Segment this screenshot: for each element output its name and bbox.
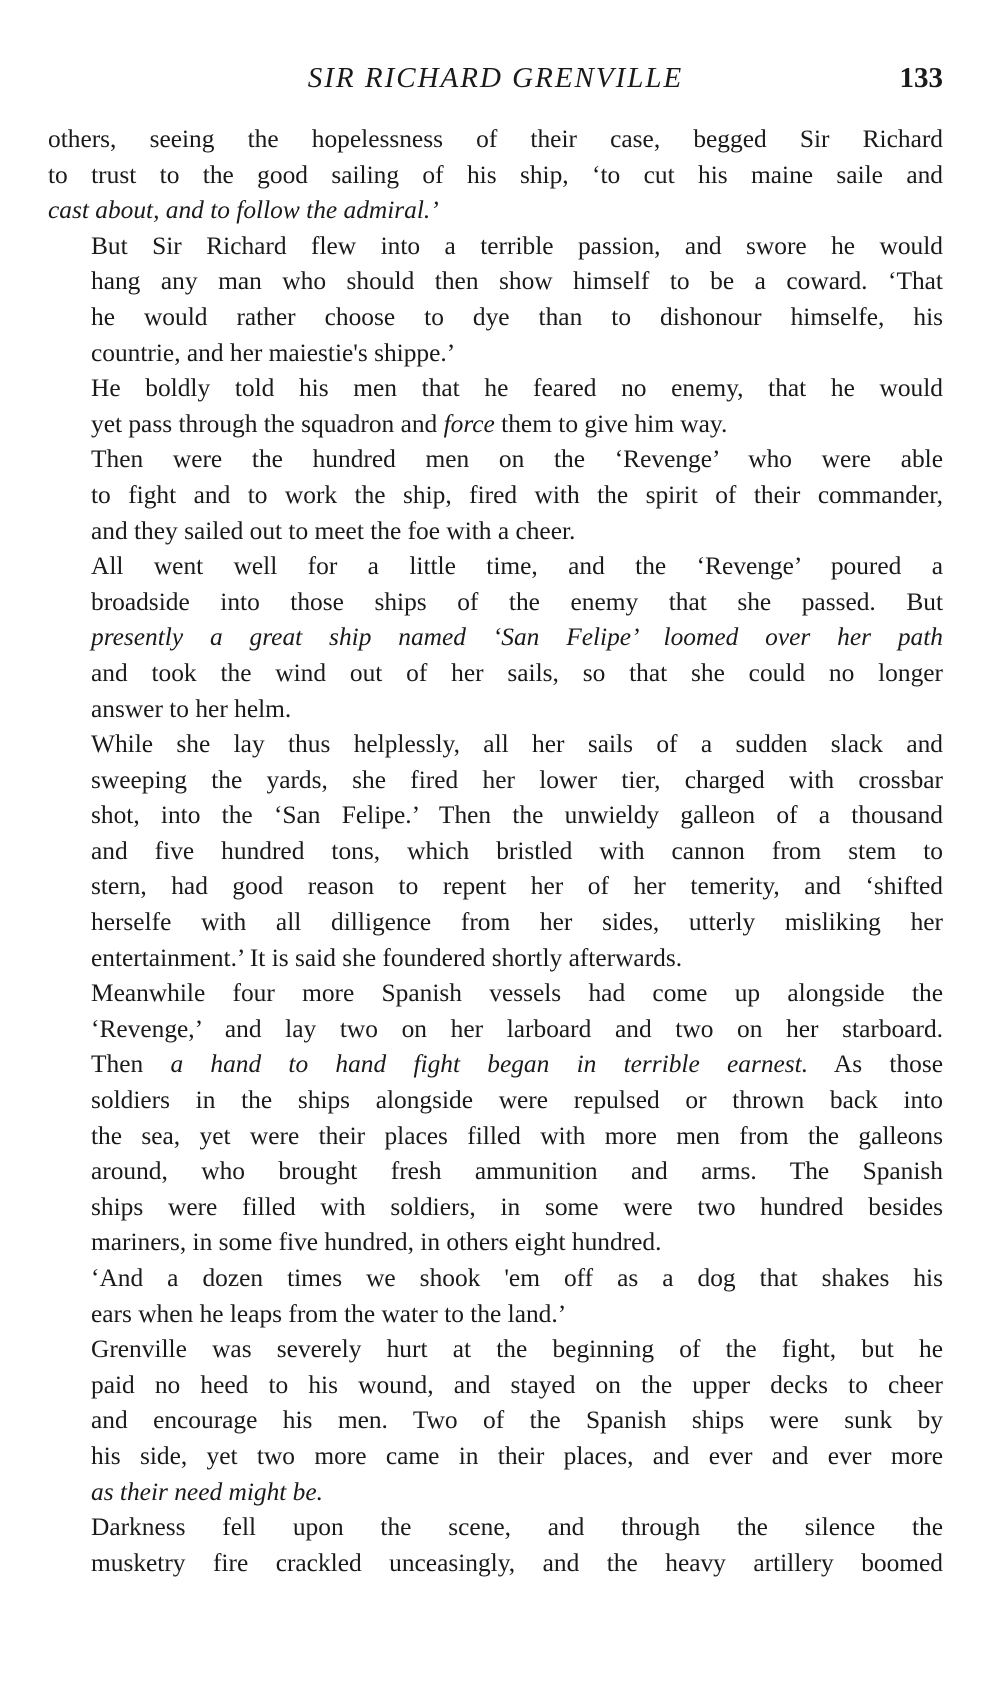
text-run: hang any man who should then show himself to be a coward. ‘That: [91, 267, 943, 296]
text-run: to trust to the good sailing of his ship,: [48, 160, 593, 189]
text-line: [48, 1439, 943, 1475]
text-run: mariners, in some five hundred, in others eight hundred.: [91, 1228, 662, 1257]
text-line: [48, 585, 943, 621]
text-run: ears when he leaps from the water to the land.’: [91, 1299, 567, 1328]
italic-text: ‘to cut his maine saile and: [592, 160, 943, 189]
text-line: [48, 1368, 943, 1404]
text-line: [48, 549, 943, 585]
text-run: and they sailed out to meet the foe with a cheer.: [91, 516, 576, 545]
text-line: [48, 229, 943, 265]
text-line: [48, 869, 943, 905]
text-line: [48, 442, 943, 478]
text-run: But Sir Richard flew into a terrible passion, and swore he would: [91, 231, 943, 260]
text-run: broadside into those ships of the enemy that she passed. But: [91, 587, 943, 616]
text-run: entertainment.’ It is said she foundered shortly afterwards.: [91, 943, 683, 972]
body-text: [48, 122, 943, 1581]
text-line: [48, 264, 943, 300]
text-run: sweeping the yards, she fired her lower tier, charged with crossbar: [91, 765, 943, 794]
text-run: He boldly told his men that he feared no enemy, that he would: [91, 374, 943, 403]
text-run: shot, into the ‘San Felipe.’ Then the unwieldy galleon of a thousand: [91, 801, 943, 830]
text-line: [48, 193, 943, 229]
text-line: [48, 1332, 943, 1368]
text-line: [48, 656, 943, 692]
text-line: [48, 763, 943, 799]
paragraph: [48, 727, 943, 976]
text-run: ‘Revenge,’ and lay two on her larboard and two on her starboard.: [91, 1014, 943, 1043]
paragraph: [48, 549, 943, 727]
text-run: and five hundred tons, which bristled with cannon from stem to: [91, 836, 943, 865]
text-run: the sea, yet were their places filled with more men from the galleons: [91, 1121, 943, 1150]
text-run: and took the wind out of her sails, so that she could no longer: [91, 658, 943, 687]
text-run: his side, yet two more came in their places, and ever and ever more: [91, 1441, 943, 1470]
text-run: While she lay thus helplessly, all her sails of a sudden slack and: [91, 730, 943, 759]
text-line: [48, 1403, 943, 1439]
text-run: and encourage his men. Two of the Spanish ships were sunk by: [91, 1406, 943, 1435]
text-line: [48, 1190, 943, 1226]
text-run: As those: [808, 1050, 943, 1079]
text-run: ‘And a dozen times we shook 'em off as a dog that shakes his: [91, 1264, 943, 1292]
text-run: soldiers in the ships alongside were repulsed or thrown back into: [91, 1086, 943, 1115]
text-line: [48, 1297, 943, 1333]
text-run: yet pass through the squadron and: [91, 409, 444, 438]
text-line: [48, 371, 943, 407]
text-line: [48, 1475, 943, 1511]
paragraph: [48, 442, 943, 549]
text-line: [48, 727, 943, 763]
text-line: [48, 478, 943, 514]
text-line: [48, 1225, 943, 1261]
text-line: [48, 1546, 943, 1582]
text-line: [48, 692, 943, 728]
text-line: [48, 941, 943, 977]
text-line: [48, 300, 943, 336]
text-run: All went well for a little time, and the ‘Revenge’ poured a: [91, 552, 943, 581]
running-title: SIR RICHARD GRENVILLE: [307, 62, 684, 94]
text-run: to fight and to work the ship, fired with the spirit of their commander,: [91, 480, 943, 509]
page-number: 133: [899, 62, 943, 94]
paragraph: [48, 1510, 943, 1581]
text-run: stern, had good reason to repent her of her temerity, and ‘shifted: [91, 872, 943, 901]
text-line: [48, 122, 943, 158]
text-line: [48, 1510, 943, 1546]
text-run: others, seeing the hopelessness of their case, begged Sir Richard: [48, 125, 943, 153]
text-run: Then: [91, 1050, 171, 1079]
text-line: [48, 1012, 943, 1048]
italic-text: a hand to hand fight began in terrible earnest.: [170, 1050, 809, 1079]
text-run: paid no heed to his wound, and stayed on the upper decks to cheer: [91, 1370, 943, 1399]
paragraph: [48, 976, 943, 1261]
text-run: around, who brought fresh ammunition and arms. The Spanish: [91, 1157, 943, 1186]
text-run: Grenville was severely hurt at the beginning of the fight, but he: [91, 1335, 943, 1364]
paragraph: [48, 122, 943, 229]
text-run: countrie, and her maiestie's shippe.’: [91, 338, 456, 367]
text-line: [48, 1047, 943, 1083]
text-run: herselfe with all dilligence from her sides, utterly misliking her: [91, 908, 943, 937]
text-run: as their need might be.: [91, 1477, 323, 1506]
text-line: [48, 1119, 943, 1155]
text-run: answer to her helm.: [91, 694, 292, 723]
text-line: [48, 834, 943, 870]
paragraph: [48, 1332, 943, 1510]
text-run: ships were filled with soldiers, in some were two hundred besides: [91, 1192, 943, 1221]
text-line: [48, 158, 943, 194]
text-run: presently a great ship named ‘San Felipe’ loomed over her path: [91, 623, 943, 652]
italic-text: force: [443, 409, 495, 438]
text-line: [48, 905, 943, 941]
text-line: [48, 976, 943, 1012]
text-line: [48, 1261, 943, 1297]
paragraph: [48, 229, 943, 371]
running-head: [48, 62, 943, 102]
text-run: cast about, and to follow the admiral.’: [48, 196, 439, 225]
paragraph: [48, 1261, 943, 1332]
text-line: [48, 620, 943, 656]
text-run: musketry fire crackled unceasingly, and the heavy artillery boomed: [91, 1548, 943, 1577]
text-line: [48, 514, 943, 550]
text-line: [48, 798, 943, 834]
text-line: [48, 1083, 943, 1119]
text-line: [48, 1154, 943, 1190]
text-line: [48, 407, 943, 443]
text-run: them to give him way.: [494, 409, 728, 438]
text-run: Then were the hundred men on the ‘Revenge’ who were able: [91, 445, 943, 474]
text-run: Meanwhile four more Spanish vessels had come up alongside the: [91, 979, 943, 1008]
text-run: he would rather choose to dye than to dishonour himselfe, his: [91, 302, 943, 331]
text-line: [48, 336, 943, 372]
paragraph: [48, 371, 943, 442]
text-run: Darkness fell upon the scene, and through the silence the: [91, 1513, 943, 1542]
